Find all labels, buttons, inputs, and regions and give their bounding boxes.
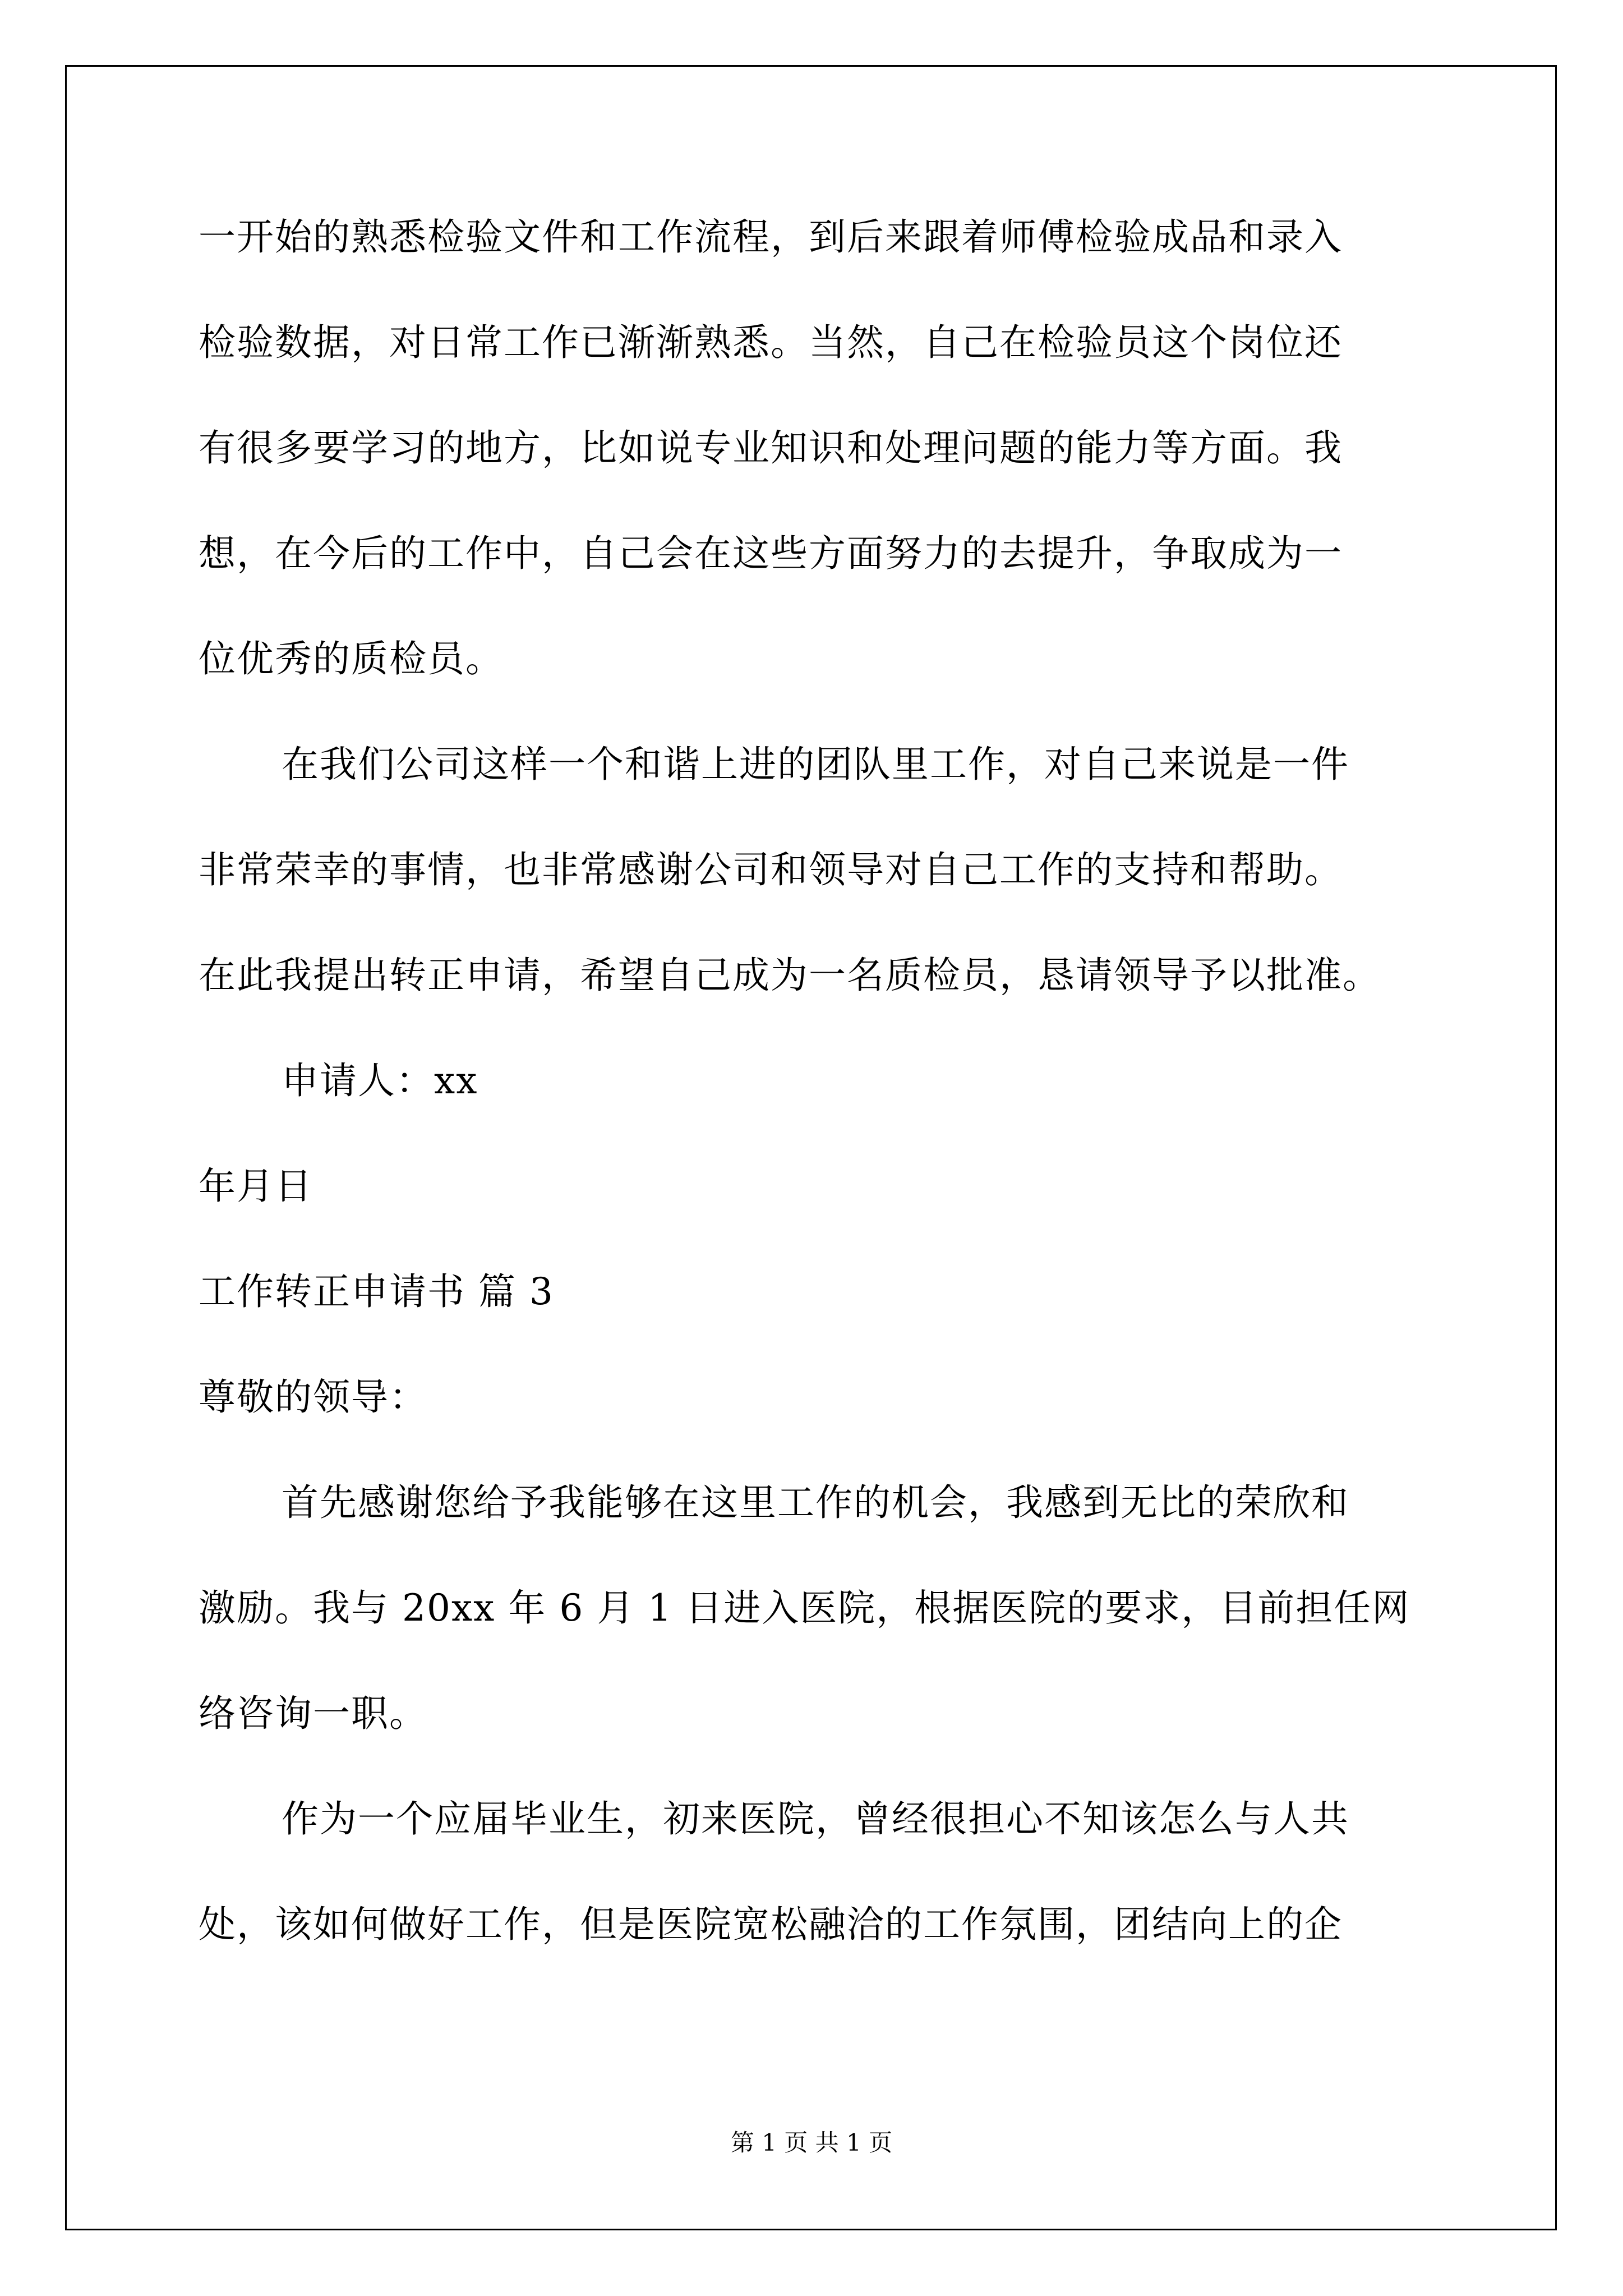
text-line: 想，在今后的工作中，自己会在这些方面努力的去提升，争取成为一	[199, 532, 1343, 575]
applicant-line: 申请人：xx	[282, 1059, 478, 1102]
text-line: 激励。我与 20xx 年 6 月 1 日进入医院，根据医院的要求，目前担任网	[199, 1586, 1410, 1630]
text-line: 在我们公司这样一个和谐上进的团队里工作，对自己来说是一件	[282, 743, 1349, 786]
text-line: 作为一个应届毕业生，初来医院，曾经很担心不知该怎么与人共	[282, 1797, 1349, 1841]
section-heading: 工作转正申请书 篇 3	[199, 1270, 554, 1313]
salutation: 尊敬的领导：	[199, 1375, 427, 1419]
text-line: 处，该如何做好工作，但是医院宽松融洽的工作氛围，团结向上的企	[199, 1903, 1343, 1946]
text-line: 位优秀的质检员。	[199, 637, 504, 680]
date-line: 年月日	[199, 1165, 313, 1208]
text-line: 首先感谢您给予我能够在这里工作的机会，我感到无比的荣欣和	[282, 1481, 1349, 1524]
text-line: 一开始的熟悉检验文件和工作流程，到后来跟着师傅检验成品和录入	[199, 215, 1343, 259]
text-line: 有很多要学习的地方，比如说专业知识和处理问题的能力等方面。我	[199, 426, 1343, 470]
text-line: 非常荣幸的事情，也非常感谢公司和领导对自己工作的支持和帮助。	[199, 848, 1343, 891]
page-number-footer: 第 1 页 共 1 页	[730, 2129, 893, 2156]
text-line: 检验数据，对日常工作已渐渐熟悉。当然，自己在检验员这个岗位还	[199, 321, 1343, 364]
text-line: 络咨询一职。	[199, 1692, 427, 1735]
text-line: 在此我提出转正申请，希望自己成为一名质检员，恳请领导予以批准。	[199, 954, 1381, 997]
